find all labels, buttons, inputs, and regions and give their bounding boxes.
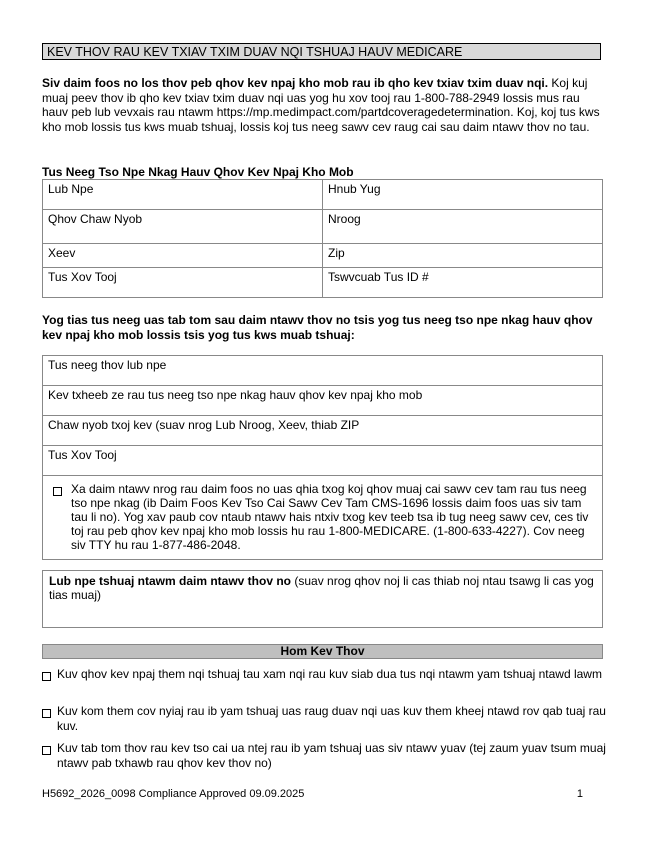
relationship-field[interactable]: Kev txheeb ze rau tus neeg tso npe nkag hauv qhov kev npaj kho mob (43, 386, 603, 416)
dob-field[interactable]: Hnub Yug (323, 180, 603, 210)
request-type-heading: Hom Kev Thov (42, 644, 603, 659)
option-3-checkbox[interactable] (42, 746, 51, 755)
drug-name-label: Lub npe tshuaj ntawm daim ntawv thov no (49, 574, 292, 588)
city-field[interactable]: Nroog (323, 210, 603, 244)
consent-text: Xa daim ntawv nrog rau daim foos no uas qhia txog koj qhov muaj cai sawv cev tam rau tus neeg tso npe nkag (ib Daim Foos Kev Tso Cai Sawv Cev Tam CMS-1696 lossis daim foos uas siv tam tau li no). Yog xav paub cov ntaub ntawv hais ntxiv txog kev teeb tsa ib tug neeg sawv cev, ces tiv toj rau peb qhov kev npaj kho mob lossis hu rau 1-800-MEDICARE. (1-800-633-4227). Cov neeg siv TTY hu rau 1-877-486-2048. (71, 482, 589, 552)
intro-text: Koj kuj muaj peev thov ib qho kev txiav txim duav nqi uas yog hu xov tooj rau 1-800-788-2949 lossis mus rau hauv peb lub vevxais rau ntawm https://mp.medimpact.com/partdcoveragedetermination. Koj, koj tus kws kho mob lossis tus kws muab tshuaj, lossis koj tus neeg sawv cev raug cai sau daim ntawv thov no tau. (42, 76, 600, 134)
page-number: 1 (576, 788, 583, 800)
requester-phone-field[interactable]: Tus Xov Tooj (43, 446, 603, 476)
drug-name-box[interactable] (42, 570, 603, 628)
compliance-code: H5692_2026_0098 Compliance Approved 09.09.2025 (42, 788, 305, 800)
state-field[interactable]: Xeev (43, 244, 323, 268)
member-id-field[interactable]: Tswvcuab Tus ID # (323, 268, 603, 298)
form-title: KEV THOV RAU KEV TXIAV TXIM DUAV NQI TSHUAJ HAUV MEDICARE (42, 43, 601, 60)
consent-cell (43, 476, 603, 560)
street-address-field[interactable]: Chaw nyob txoj kev (suav nrog Lub Nroog, Xeev, thiab ZIP (43, 416, 603, 446)
requester-name-field[interactable]: Tus neeg thov lub npe (43, 356, 603, 386)
drug-name-hint: (suav nrog qhov noj li cas thiab noj ntau tsawg li cas yog tias muaj) (49, 574, 594, 602)
request-option-3 (42, 741, 608, 771)
request-option-1 (42, 667, 608, 684)
option-1-checkbox[interactable] (42, 672, 51, 681)
option-2-text: Kuv kom them cov nyiaj rau ib yam tshuaj uas raug duav nqi uas kuv them kheej ntawd rov qab tuaj rau kuv. (57, 704, 606, 733)
name-field[interactable]: Lub Npe (43, 180, 323, 210)
page-footer (42, 788, 583, 800)
intro-paragraph (42, 76, 608, 134)
consent-checkbox[interactable] (53, 487, 62, 496)
enrollee-info-table (42, 179, 603, 298)
intro-bold: Siv daim foos no los thov peb qhov kev npaj kho mob rau ib qho kev txiav txim duav nqi. (42, 76, 549, 90)
address-field[interactable]: Qhov Chaw Nyob (43, 210, 323, 244)
option-1-text: Kuv qhov kev npaj them nqi tshuaj tau xam nqi rau kuv siab dua tus nqi ntawm yam tshuaj ntawd lawm (57, 667, 602, 681)
request-option-2 (42, 704, 608, 734)
provider-section-heading: Tus Neeg Tso Npe Nkag Hauv Qhov Kev Npaj Kho Mob (42, 165, 354, 179)
representative-section-heading: Yog tias tus neeg uas tab tom sau daim ntawv thov no tsis yog tus neeg tso npe nkag hauv qhov kev npaj kho mob lossis tsis yog tus kws muab tshuaj: (42, 313, 593, 342)
representative-info-table (42, 355, 603, 560)
option-3-text: Kuv tab tom thov rau kev tso cai ua ntej rau ib yam tshuaj uas siv ntawv yuav (tej zaum yuav tsum muaj ntawv pab txhawb rau qhov kev thov no) (57, 741, 606, 770)
phone-field[interactable]: Tus Xov Tooj (43, 268, 323, 298)
option-2-checkbox[interactable] (42, 709, 51, 718)
zip-field[interactable]: Zip (323, 244, 603, 268)
